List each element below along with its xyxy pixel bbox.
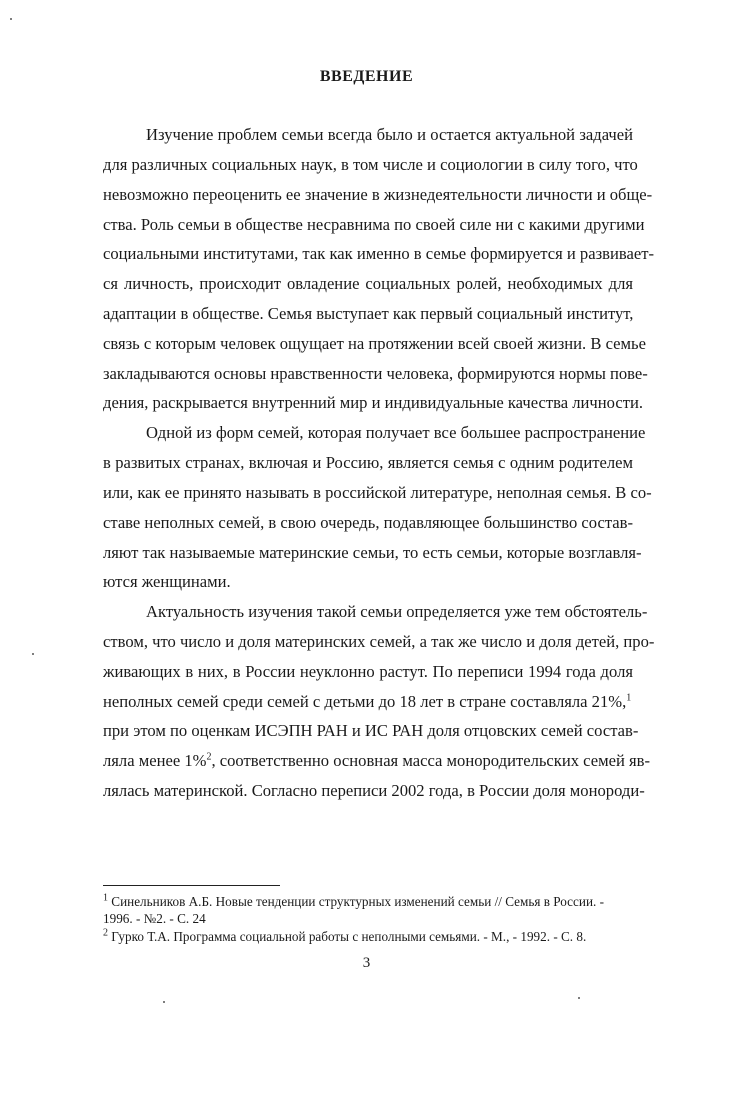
paragraph-1-line: ства. Роль семьи в обществе несравнима по своей силе ни с какими другими bbox=[103, 215, 645, 234]
paragraph-1-line: связь с которым человек ощущает на протяжении всей своей жизни. В семье bbox=[103, 334, 646, 353]
page-number: 3 bbox=[362, 955, 371, 971]
paragraph-3-line bbox=[103, 751, 650, 771]
paragraph-3-line bbox=[103, 692, 633, 712]
scan-speck bbox=[32, 653, 34, 655]
paragraph-1-line: дения, раскрывается внутренний мир и индивидуальные качества личности. bbox=[103, 393, 643, 412]
paragraph-1-line: социальными институтами, так как именно в семье формируется и развивает- bbox=[103, 244, 654, 263]
scan-speck bbox=[578, 997, 580, 999]
paragraph-1-line: ся личность, происходит овладение социальных ролей, необходимых для bbox=[103, 274, 633, 293]
footnote-2-text: Гурко Т.А. Программа социальной работы с неполными семьями. - М., - 1992. - С. 8. bbox=[108, 929, 587, 944]
footnote-1-mark: 1 bbox=[103, 892, 108, 904]
paragraph-2-line: ляют так называемые материнские семьи, то есть семьи, которые возглавля- bbox=[103, 543, 642, 562]
section-title: ВВЕДЕНИЕ bbox=[319, 68, 414, 85]
paragraph-3-line: ством, что число и доля материнских семей, а так же число и доля детей, про- bbox=[103, 632, 655, 651]
footnote-ref-2[interactable]: 2 bbox=[206, 751, 212, 763]
footnote-2-mark: 2 bbox=[103, 927, 108, 939]
footnote-ref-1[interactable]: 1 bbox=[626, 692, 632, 704]
paragraph-2-line: ставе неполных семей, в свою очередь, подавляющее большинство состав- bbox=[103, 513, 634, 532]
paragraph-1-line: Изучение проблем семьи всегда было и остается актуальной задачей bbox=[146, 125, 633, 144]
paragraph-1-line: адаптации в обществе. Семья выступает как первый социальный институт, bbox=[103, 304, 634, 323]
paragraph-3-line: Актуальность изучения такой семьи определяется уже тем обстоятель- bbox=[146, 602, 648, 621]
paragraph-1-line: для различных социальных наук, в том числе и социологии в силу того, что bbox=[103, 155, 638, 174]
paragraph-3-line: живающих в них, в России неуклонно растут. По переписи 1994 года доля bbox=[103, 662, 633, 681]
paragraph-1-line: невозможно переоценить ее значение в жизнедеятельности личности и обще- bbox=[103, 185, 653, 204]
footnote-1 bbox=[103, 894, 633, 910]
paragraph-3-text: неполных семей среди семей с детьми до 18 лет в стране составляла 21%, bbox=[103, 692, 627, 711]
paragraph-3-text: ляла менее 1% bbox=[103, 751, 207, 770]
scan-speck bbox=[163, 1001, 165, 1003]
paragraph-2-line: или, как ее принято называть в российской литературе, неполная семья. В со- bbox=[103, 483, 652, 502]
paragraph-3-line: лялась материнской. Согласно переписи 2002 года, в России доля монороди- bbox=[103, 781, 645, 800]
paragraph-2-line: Одной из форм семей, которая получает все большее распространение bbox=[146, 423, 646, 442]
footnote-2 bbox=[103, 929, 633, 945]
scan-speck bbox=[10, 18, 12, 20]
paragraph-1-line: закладываются основы нравственности человека, формируются нормы пове- bbox=[103, 364, 648, 383]
paragraph-2-line: ются женщинами. bbox=[103, 572, 231, 591]
footnote-1-continuation: 1996. - №2. - С. 24 bbox=[103, 911, 206, 926]
paragraph-2-line: в развитых странах, включая и Россию, является семья с одним родителем bbox=[103, 453, 633, 472]
paragraph-3-text: , соответственно основная масса монородительских семей яв- bbox=[211, 751, 650, 770]
footnote-separator bbox=[103, 885, 280, 886]
footnote-1-text: Синельников А.Б. Новые тенденции структурных изменений семьи // Семья в России. - bbox=[108, 894, 604, 909]
paragraph-3-line: при этом по оценкам ИСЭПН РАН и ИС РАН доля отцовских семей состав- bbox=[103, 721, 639, 740]
